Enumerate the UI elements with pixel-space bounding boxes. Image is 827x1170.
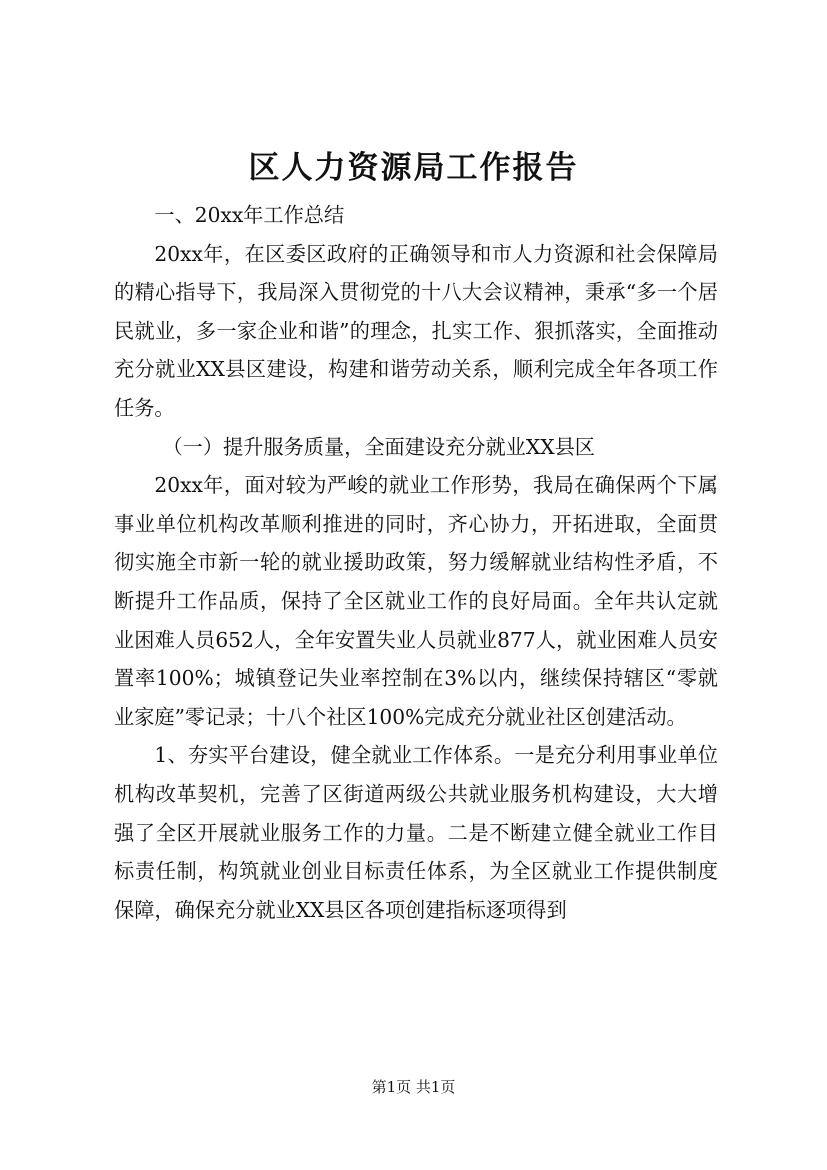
body-paragraph: 20xx年，面对较为严峻的就业工作形势，我局在确保两个下属事业单位机构改革顺利推进的同时，齐心协力，开拓进取，全面贯彻实施全市新一轮的就业援助政策，努力缓解就业结构性矛盾，不断提升工作品质，保持了全区就业工作的良好局面。全年共认定就业困难人员652人，全年安置失业人员就业877人，就业困难人员安置率100%；城镇登记失业率控制在3%以内，继续保持辖区“零就业家庭”零记录；十八个社区100%完成充分就业社区创建活动。 [114,473,718,729]
section-heading: 一、20xx年工作总结 [154,203,345,227]
document-title: 区人力资源局工作报告 [248,150,579,186]
page-footer: 第1页 共1页 [371,1078,456,1096]
body-paragraph: 20xx年，在区委区政府的正确领导和市人力资源和社会保障局的精心指导下，我局深入贯彻党的十八大会议精神，秉承“多一个居民就业，多一家企业和谐”的理念，扎实工作、狠抓落实，全面推动充分就业XX县区建设，构建和谐劳动关系，顺利完成全年各项工作任务。 [114,241,718,420]
document-body [114,196,718,929]
subsection-heading: （一）提升服务质量，全面建设充分就业XX县区 [162,434,595,459]
body-paragraph: 1、夯实平台建设，健全就业工作体系。一是充分利用事业单位机构改革契机，完善了区街道两级公共就业服务机构建设，大大增强了全区开展就业服务工作的力量。二是不断建立健全就业工作目标责任制，构筑就业创业目标责任体系，为全区就业工作提供制度保障，确保充分就业XX县区各项创建指标逐项得到 [114,743,718,922]
